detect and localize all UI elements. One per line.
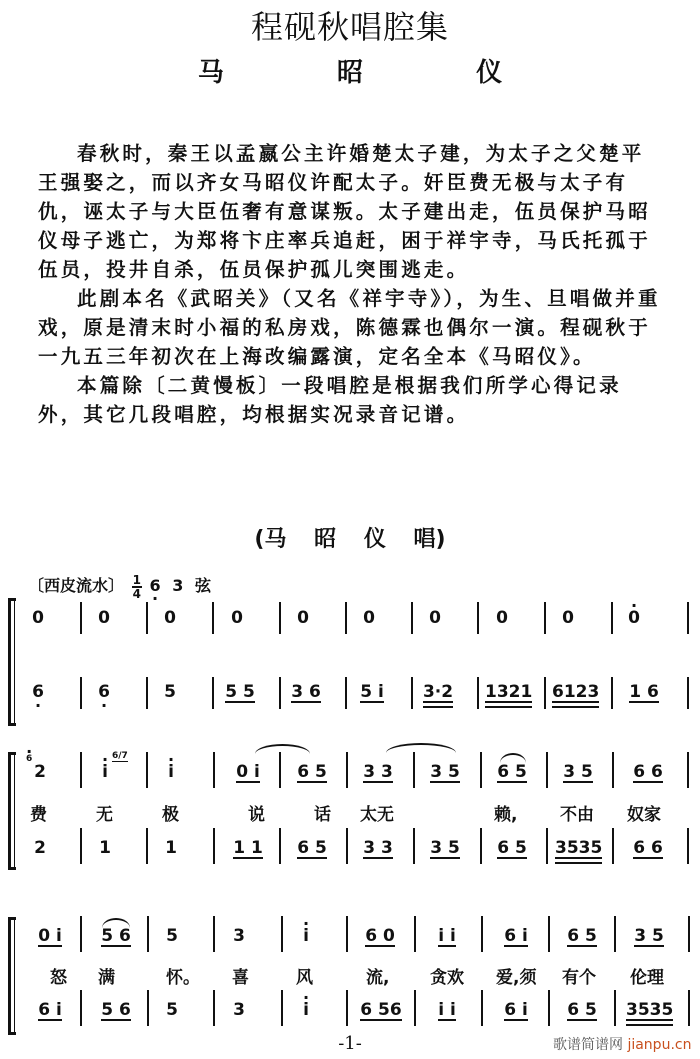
- voice-note: 0: [363, 608, 375, 628]
- accomp-note: 6 5: [497, 838, 527, 858]
- barline: [481, 916, 483, 952]
- barline: [413, 828, 415, 864]
- voice-note: 0 i: [38, 926, 62, 946]
- barline: [281, 990, 283, 1026]
- watermark-cn: 歌谱简谱网: [553, 1037, 623, 1053]
- barline: [548, 916, 550, 952]
- barline: [612, 828, 614, 864]
- voice-note: 5 6: [101, 926, 131, 946]
- barline: [688, 990, 690, 1026]
- accomp-note: 6123: [552, 682, 600, 702]
- barline: [688, 916, 690, 952]
- barline: [213, 916, 215, 952]
- lyric: 贪欢: [430, 968, 464, 988]
- barline: [411, 602, 413, 634]
- voice-note: i i: [438, 926, 456, 946]
- barline: [146, 828, 148, 864]
- slur: [255, 744, 310, 754]
- barline: [80, 602, 82, 634]
- slur: [386, 743, 456, 753]
- accomp-note: 5 5: [225, 682, 255, 702]
- barline: [544, 602, 546, 634]
- accomp-note: 6 5: [567, 1000, 597, 1020]
- voice-note: 3 5: [563, 762, 593, 782]
- barline: [480, 752, 482, 788]
- voice-note: 0: [429, 608, 441, 628]
- barline: [546, 828, 548, 864]
- barline: [544, 677, 546, 709]
- page-number: -1-: [338, 1033, 362, 1054]
- barline: [346, 990, 348, 1026]
- lyric: 不由: [560, 805, 594, 825]
- accomp-note: 2: [34, 838, 46, 858]
- key-suffix: 弦: [194, 576, 211, 595]
- accomp-note: 3 6: [291, 682, 321, 702]
- barline: [146, 677, 148, 709]
- accomp-note: 6 i: [504, 1000, 528, 1020]
- barline: [146, 602, 148, 634]
- barline: [477, 677, 479, 709]
- voice-note: 3 3: [363, 762, 393, 782]
- barline: [345, 677, 347, 709]
- barline: [346, 828, 348, 864]
- accomp-note: 6 i: [38, 1000, 62, 1020]
- system-bracket: [8, 598, 16, 726]
- barline: [212, 602, 214, 634]
- barline: [546, 752, 548, 788]
- barline: [147, 990, 149, 1026]
- voice-note: 3 5: [634, 926, 664, 946]
- barline: [80, 990, 82, 1026]
- tempo-label: 〔西皮流水〕: [28, 576, 125, 595]
- lyric: 流,: [366, 968, 390, 988]
- section-title-char: 仪: [363, 527, 386, 552]
- barline: [146, 752, 148, 788]
- piece-title-char: 马: [197, 58, 224, 88]
- accomp-note: 6 ·: [32, 682, 44, 702]
- accomp-note: 3: [233, 1000, 245, 1020]
- barline: [147, 916, 149, 952]
- watermark-site: jianpu.cn: [627, 1037, 692, 1053]
- accomp-note: i i: [438, 1000, 456, 1020]
- voice-note: · i: [303, 926, 309, 946]
- barline: [611, 677, 613, 709]
- barline: [687, 677, 689, 709]
- time-sig-numerator: 1: [132, 572, 141, 587]
- barline: [413, 752, 415, 788]
- system-bracket: [8, 917, 16, 1035]
- voice-note: 0: [164, 608, 176, 628]
- section-title: [0, 522, 700, 553]
- accomp-note: 3535: [626, 1000, 674, 1020]
- time-signature: [132, 574, 142, 600]
- tempo-marking: [28, 573, 211, 600]
- barline: [279, 602, 281, 634]
- voice-note: 2: [34, 762, 46, 782]
- barline: [212, 677, 214, 709]
- accomp-note: 5: [164, 682, 176, 702]
- barline: [611, 602, 613, 634]
- voice-note: 0: [231, 608, 243, 628]
- voice-note: 0: [562, 608, 574, 628]
- barline: [80, 916, 82, 952]
- intro-paragraph: 春秋时，秦王以孟嬴公主许婚楚太子建，为太子之父楚平王强娶之，而以齐女马昭仪许配太子。奸臣费无极与太子有仇，诬太子与大臣伍奢有意谋叛。太子建出走，伍员保护马昭仪母子逃亡，为郑将卞庄率兵追赶，困于祥宇寺，马氏托孤于伍员，投井自杀，伍员保护孤儿突围逃走。: [38, 142, 651, 281]
- accomp-note: 6 5: [297, 838, 327, 858]
- accomp-note: 1: [165, 838, 177, 858]
- accomp-note: 1 6: [629, 682, 659, 702]
- barline: [346, 752, 348, 788]
- accomp-note: 3 5: [430, 838, 460, 858]
- section-title-char: 昭: [314, 527, 337, 552]
- time-sig-denominator: 4: [132, 586, 141, 601]
- accomp-note: 1 1: [233, 838, 263, 858]
- lyric: 有个: [562, 968, 596, 988]
- lyric: 说: [248, 805, 265, 825]
- barline: [281, 916, 283, 952]
- lyric: 风: [296, 968, 313, 988]
- piece-title: [0, 52, 700, 89]
- accomp-note: · i: [303, 1000, 309, 1020]
- voice-note: 0: [297, 608, 309, 628]
- accomp-note: 6 ·: [98, 682, 110, 702]
- voice-note: 6 5: [297, 762, 327, 782]
- lyric: 怀。: [166, 968, 200, 988]
- watermark: [553, 1034, 691, 1054]
- lyric: 极: [162, 805, 179, 825]
- barline: [279, 752, 281, 788]
- key-note: 6 ·: [150, 576, 161, 595]
- accomp-note: 3535: [555, 838, 603, 858]
- voice-note: 0: [32, 608, 44, 628]
- accomp-note: 5 i: [360, 682, 384, 702]
- barline: [687, 752, 689, 788]
- accomp-note: 5: [166, 1000, 178, 1020]
- voice-note: 3 5: [430, 762, 460, 782]
- barline: [411, 677, 413, 709]
- barline: [687, 828, 689, 864]
- lyric: 无: [96, 805, 113, 825]
- barline: [213, 990, 215, 1026]
- barline: [477, 602, 479, 634]
- accomp-note: 1321: [485, 682, 533, 702]
- section-title-char: 唱): [413, 527, 446, 552]
- barline: [548, 990, 550, 1026]
- accomp-note: 3·2: [422, 682, 454, 702]
- barline: [481, 990, 483, 1026]
- accomp-note: 3 3: [363, 838, 393, 858]
- section-title-char: (马: [254, 527, 287, 552]
- lyric: 赖,: [494, 805, 518, 825]
- voice-note: 0: [496, 608, 508, 628]
- barline: [80, 677, 82, 709]
- voice-note: 3: [233, 926, 245, 946]
- accomp-note: 5 6: [101, 1000, 131, 1020]
- barline: [279, 677, 281, 709]
- voice-note: 6 0: [365, 926, 395, 946]
- piece-title-char: 仪: [476, 58, 503, 88]
- barline: [480, 828, 482, 864]
- lyric: 怒: [50, 968, 67, 988]
- voice-note: 5: [166, 926, 178, 946]
- accomp-note: 6 56: [360, 1000, 402, 1020]
- barline: [213, 752, 215, 788]
- lyric: 奴家: [627, 805, 661, 825]
- accomp-note: 1: [99, 838, 111, 858]
- voice-note: 6 5: [567, 926, 597, 946]
- lyric: 喜: [232, 968, 249, 988]
- key-note-2: 3: [172, 576, 184, 595]
- voice-note: · i: [102, 762, 108, 782]
- barline: [346, 916, 348, 952]
- barline: [80, 752, 82, 788]
- intro-paragraph: 本篇除〔二黄慢板〕一段唱腔是根据我们所学心得记录外，其它几段唱腔，均根据实况录音记谱。: [38, 374, 622, 426]
- intro-paragraph: 此剧本名《武昭关》（又名《祥宇寺》），为生、旦唱做并重戏，原是清末时小福的私房戏，陈德霖也偶尔一演。程砚秋于一九五三年初次在上海改编露演，定名全本《马昭仪》。: [38, 287, 661, 368]
- lyric: 伦理: [630, 968, 664, 988]
- book-title: 程砚秋唱腔集: [250, 8, 449, 46]
- barline: [614, 990, 616, 1026]
- barline: [80, 828, 82, 864]
- grace-note: · 6: [26, 754, 32, 764]
- voice-note: · 0: [624, 608, 644, 628]
- accomp-note: 6 6: [633, 838, 663, 858]
- barline: [345, 602, 347, 634]
- voice-note: 6 i: [504, 926, 528, 946]
- lyric: 爱,须: [496, 968, 537, 988]
- lyric: 太无: [360, 805, 394, 825]
- system-bracket: [8, 752, 16, 870]
- lyric: 话: [314, 805, 331, 825]
- lyric: 费: [30, 805, 47, 825]
- voice-note: 6 6: [633, 762, 663, 782]
- lyric: 满: [98, 968, 115, 988]
- barline: [279, 828, 281, 864]
- grace-note: 6/7: [112, 751, 128, 761]
- piece-title-char: 昭: [336, 58, 363, 88]
- voice-note: 0: [98, 608, 110, 628]
- voice-note: · i: [168, 762, 174, 782]
- barline: [414, 990, 416, 1026]
- barline: [414, 916, 416, 952]
- voice-note: 0 i: [236, 762, 260, 782]
- barline: [213, 828, 215, 864]
- barline: [612, 752, 614, 788]
- barline: [614, 916, 616, 952]
- intro-text: [38, 139, 663, 429]
- voice-note: 6 5: [497, 762, 527, 782]
- barline: [687, 602, 689, 634]
